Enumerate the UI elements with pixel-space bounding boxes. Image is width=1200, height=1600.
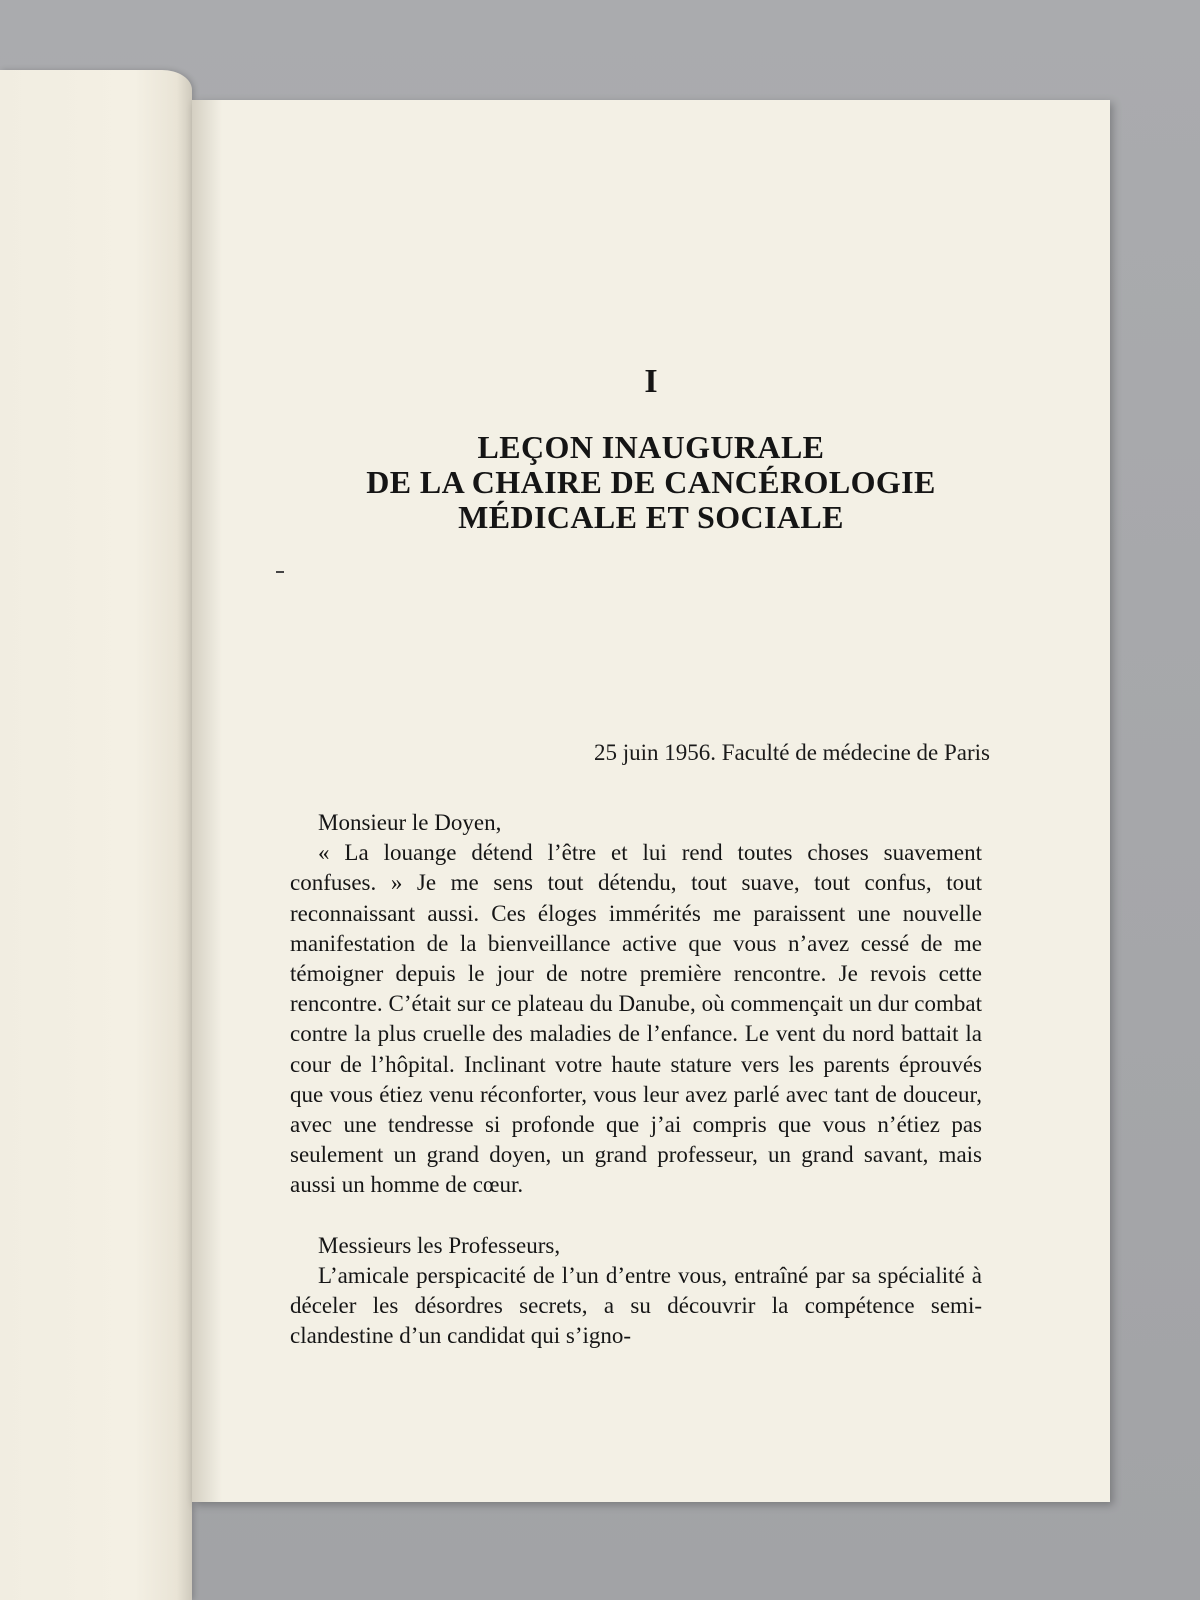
- salutation: Monsieur le Doyen,: [318, 810, 502, 835]
- chapter-title-line: LEÇON INAUGURALE: [477, 429, 825, 465]
- page-gutter-shadow: [192, 100, 222, 1502]
- section-spacer: [290, 1201, 982, 1231]
- chapter-title-line: MÉDICALE ET SOCIALE: [458, 499, 844, 535]
- chapter-title: [192, 430, 1110, 535]
- left-page-edge: [0, 70, 192, 1600]
- paragraph: L’amicale perspicacité de l’un d’entre vous, entraîné par sa spécialité à déceler les désordres secrets, a su découvrir la compétence semi-clandestine d’un candidat qui s’igno-: [290, 1262, 982, 1349]
- paragraph: « La louange détend l’être et lui rend toutes choses suavement confuses. » Je me sens tout détendu, tout suave, tout confus, tout reconnaissant aussi. Ces éloges immérités me paraissent une nouvelle manifestation de la bienveillance active que vous n’avez cessé de me témoigner depuis le jour de notre première rencontre. Je revois cette rencontre. C’était sur ce plateau du Danube, où commençait un dur combat contre la plus cruelle des maladies de l’enfance. Le vent du nord battait la cour de l’hôpital. Inclinant votre haute stature vers les parents éprouvés que vous étiez venu réconforter, vous leur avez parlé avec tant de douceur, avec une tendresse si profonde que j’ai compris que vous n’étiez pas seulement un grand doyen, un grand professeur, un grand savant, mais aussi un homme de cœur.: [290, 840, 982, 1198]
- dateline: 25 juin 1956. Faculté de médecine de Paris: [593, 740, 990, 765]
- body-text: [290, 808, 982, 1351]
- salutation: Messieurs les Professeurs,: [318, 1232, 561, 1258]
- margin-mark: [276, 571, 284, 573]
- chapter-number: I: [644, 363, 658, 400]
- book-page: [192, 100, 1110, 1502]
- chapter-title-line: DE LA CHAIRE DE CANCÉROLOGIE: [366, 464, 936, 500]
